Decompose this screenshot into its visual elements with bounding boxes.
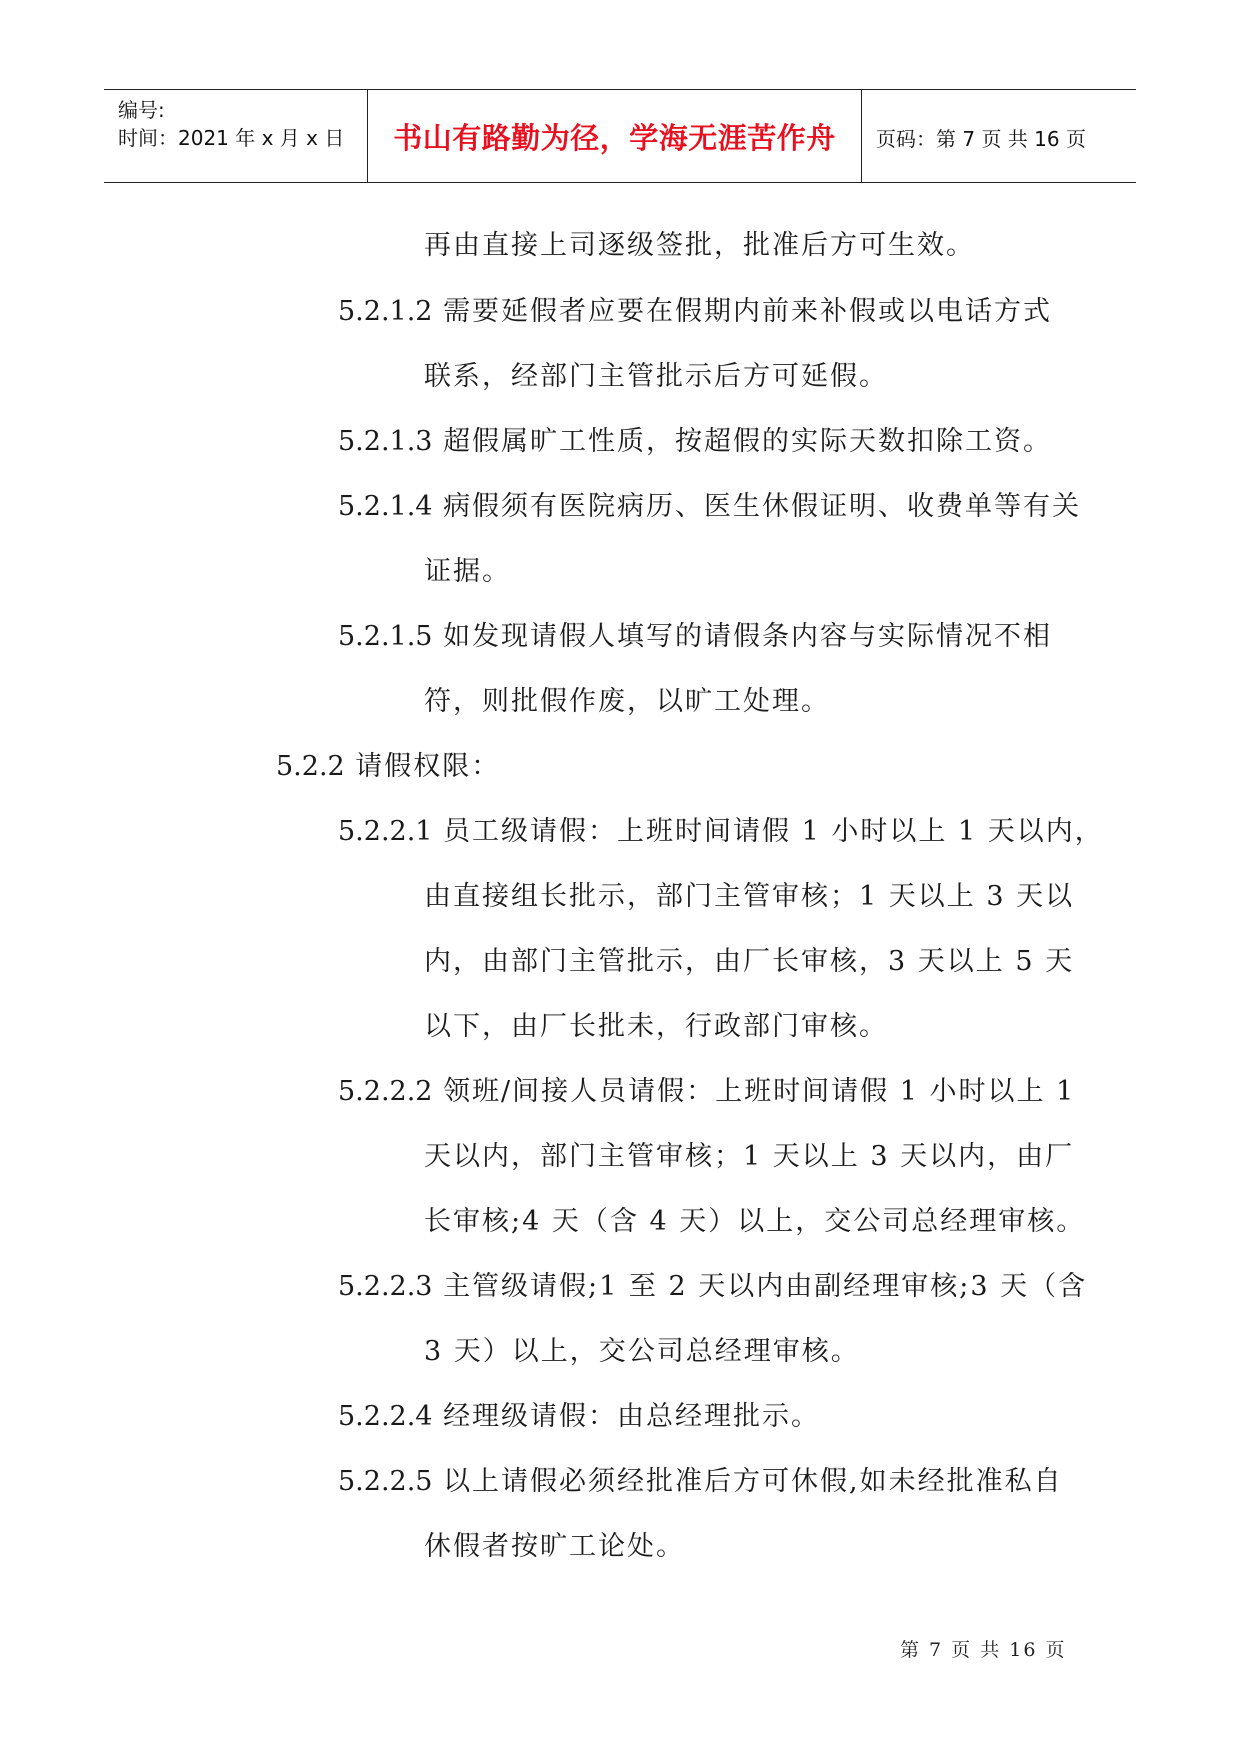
body-line xyxy=(424,549,511,588)
line-text: 再由直接上司逐级签批，批准后方可生效。 xyxy=(424,230,975,261)
clause-number: 5.2.1.5 xyxy=(338,621,433,652)
line-text: 主管级请假;1 至 2 天以内由副经理审核;3 天（含 xyxy=(443,1271,1088,1302)
line-text: 休假者按旷工论处。 xyxy=(424,1531,685,1562)
clause-number: 5.2.1.2 xyxy=(338,296,433,327)
line-text: 联系，经部门主管批示后方可延假。 xyxy=(424,361,888,392)
body-line xyxy=(424,223,975,262)
body-line xyxy=(424,1524,685,1563)
body-line xyxy=(338,1459,1063,1498)
body-line xyxy=(424,679,830,718)
clause-number: 5.2.2.4 xyxy=(338,1401,433,1432)
clause-number: 5.2.1.4 xyxy=(338,491,433,522)
line-text: 请假权限： xyxy=(355,751,501,782)
line-text: 需要延假者应要在假期内前来补假或以电话方式 xyxy=(443,296,1053,327)
line-text: 经理级请假：由总经理批示。 xyxy=(443,1401,821,1432)
body-line xyxy=(276,744,500,783)
line-text: 天以内，部门主管审核；1 天以上 3 天以内，由厂 xyxy=(424,1141,1075,1172)
line-text: 符，则批假作废，以旷工处理。 xyxy=(424,686,830,717)
date-label: 时间：2021 年 x 月 x 日 xyxy=(118,126,345,150)
body-line xyxy=(338,809,1104,848)
header-page-number: 页码：第 7 页 共 16 页 xyxy=(876,127,1086,151)
clause-number: 5.2.2.2 xyxy=(338,1076,433,1107)
clause-number: 5.2.2.3 xyxy=(338,1271,433,1302)
body-line xyxy=(424,939,1074,978)
line-text: 超假属旷工性质，按超假的实际天数扣除工资。 xyxy=(443,426,1053,457)
body-line xyxy=(338,1394,820,1433)
line-text: 以上请假必须经批准后方可休假,如未经批准私自 xyxy=(443,1466,1063,1497)
line-text: 领班/间接人员请假：上班时间请假 1 小时以上 1 xyxy=(443,1076,1076,1107)
body-line xyxy=(338,484,1081,523)
clause-number: 5.2.2.1 xyxy=(338,816,433,847)
body-line xyxy=(424,1199,1085,1238)
body-line xyxy=(338,1264,1087,1303)
header-motto-cell xyxy=(368,90,862,182)
body-line xyxy=(338,289,1052,328)
motto-text: 书山有路勤为径，学海无涯苦作舟 xyxy=(393,121,836,155)
body-line xyxy=(424,1134,1074,1173)
line-text: 证据。 xyxy=(424,556,511,587)
body-line xyxy=(338,419,1052,458)
section-number: 5.2.2 xyxy=(276,751,345,782)
header-info-cell xyxy=(104,90,368,182)
line-text: 病假须有医院病历、医生休假证明、收费单等有关 xyxy=(443,491,1082,522)
body-line xyxy=(338,1069,1075,1108)
body-line xyxy=(338,614,1052,653)
line-text: 长审核;4 天（含 4 天）以上，交公司总经理审核。 xyxy=(424,1206,1086,1237)
header-page-cell xyxy=(862,90,1136,182)
line-text: 员工级请假：上班时间请假 1 小时以上 1 天以内， xyxy=(443,816,1104,847)
clause-number: 5.2.2.5 xyxy=(338,1466,433,1497)
clause-number: 5.2.1.3 xyxy=(338,426,433,457)
footer-page-number: 第 7 页 共 16 页 xyxy=(900,1639,1067,1661)
body-line xyxy=(424,1329,860,1368)
body-line xyxy=(424,354,888,393)
line-text: 如发现请假人填写的请假条内容与实际情况不相 xyxy=(443,621,1053,652)
line-text: 3 天）以上，交公司总经理审核。 xyxy=(424,1336,860,1367)
body-line xyxy=(424,1004,888,1043)
line-text: 内，由部门主管批示，由厂长审核，3 天以上 5 天 xyxy=(424,946,1075,977)
document-header xyxy=(104,89,1136,183)
line-text: 以下，由厂长批未，行政部门审核。 xyxy=(424,1011,888,1042)
serial-number-label: 编号: xyxy=(118,98,165,122)
line-text: 由直接组长批示，部门主管审核；1 天以上 3 天以 xyxy=(424,881,1075,912)
body-line xyxy=(424,874,1074,913)
